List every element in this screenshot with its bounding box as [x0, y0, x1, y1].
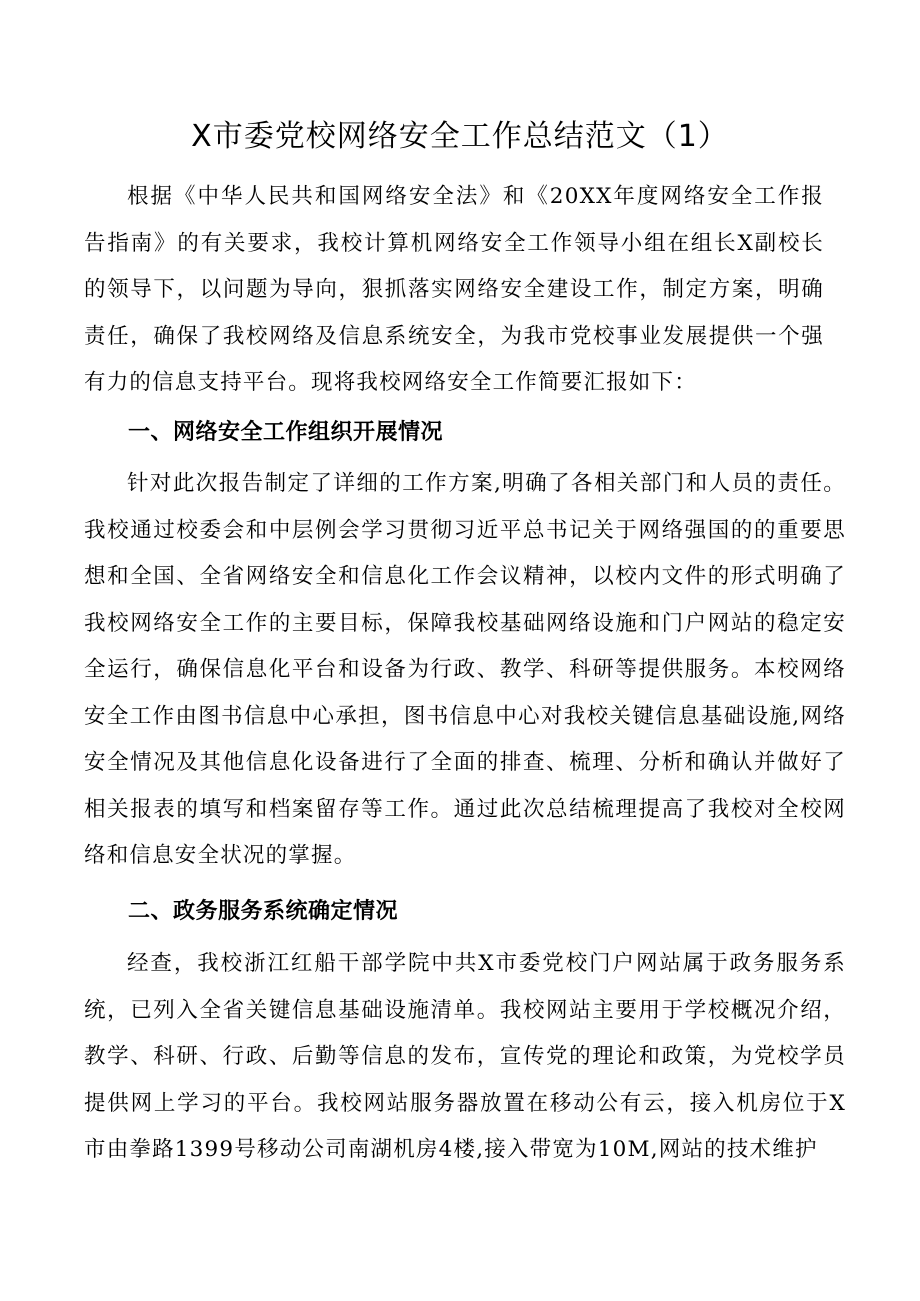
section-1-paragraph: 针对此次报告制定了详细的工作方案,明确了各相关部门和人员的责任。我校通过校委会和中层例会学习贯彻习近平总书记关于网络强国的的重要思想和全国、全省网络安全和信息化工作会议精神，以校内文件的形式明确了我校网络安全工作的主要目标，保障我校基础网络设施和门户网站的稳定安全运行，确保信息化平台和设备为行政、教学、科研等提供服务。本校网络安全工作由图书信息中心承担，图书信息中心对我校关键信息基础设施,网络安全情况及其他信息化设备进行了全面的排查、梳理、分析和确认并做好了相关报表的填写和档案留存等工作。通过此次总结梳理提高了我校对全校网络和信息安全状况的掌握。	[84, 471, 846, 868]
section-heading-1: 一、网络安全工作组织开展情况	[128, 420, 444, 445]
section-heading-2: 二、政务服务系统确定情况	[128, 899, 399, 924]
intro-paragraph: 根据《中华人民共和国网络安全法》和《20XX年度网络安全工作报告指南》的有关要求，我校计算机网络安全工作领导小组在组长X副校长的领导下，以问题为导向，狠抓落实网络安全建设工作，制定方案，明确责任，确保了我校网络及信息系统安全，为我市党校事业发展提供一个强有力的信息支持平台。现将我校网络安全工作简要汇报如下：	[84, 184, 824, 395]
document-title: X市委党校网络安全工作总结范文（1）	[191, 119, 729, 154]
section-2-paragraph: 经查，我校浙江红船干部学院中共X市委党校门户网站属于政务服务系统，已列入全省关键信息基础设施清单。我校网站主要用于学校概况介绍，教学、科研、行政、后勤等信息的发布，宣传党的理论和政策，为党校学员提供网上学习的平台。我校网站服务器放置在移动公有云，接入机房位于X市由拳路1399号移动公司南湖机房4楼,接入带宽为10M,网站的技术维护	[84, 951, 846, 1162]
